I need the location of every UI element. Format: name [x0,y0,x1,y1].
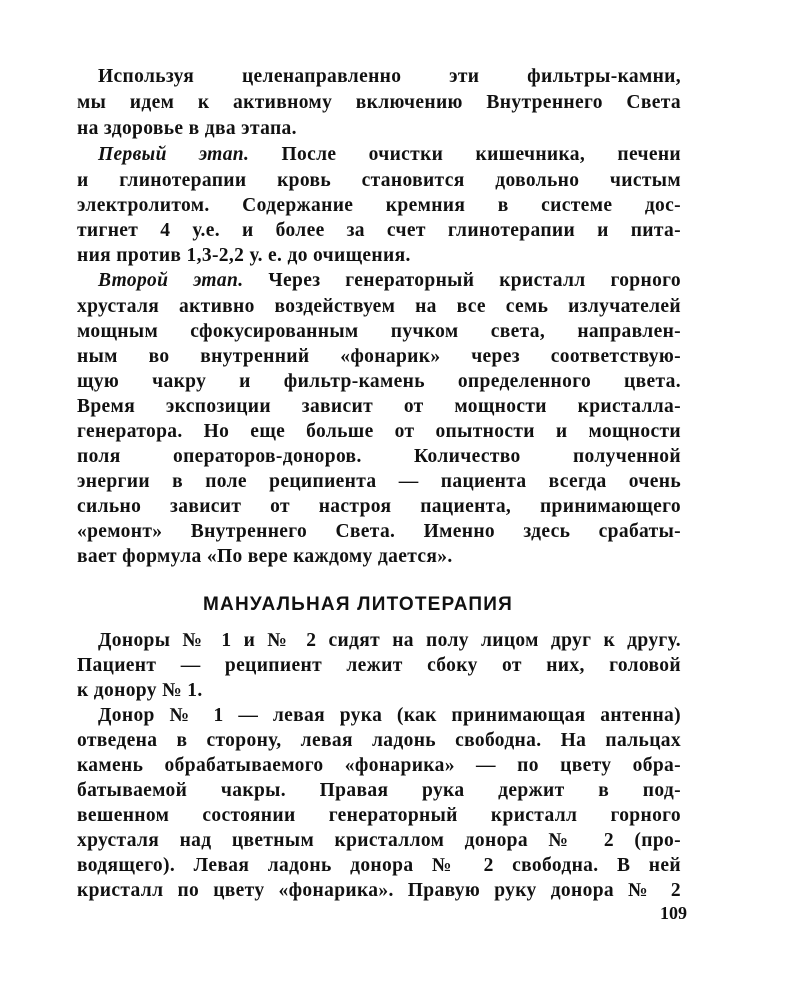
paragraph-line: к донору № 1. [77,680,203,701]
paragraph-line: «ремонт» Внутреннего Света. Именно здесь срабаты- [77,521,681,542]
section-heading: МАНУАЛЬНАЯ ЛИТОТЕРАПИЯ [203,594,513,615]
paragraph-line: мы идем к активному включению Внутреннего Света [77,92,681,113]
paragraph-line: хрусталя активно воздействуем на все семь излучателей [77,296,681,317]
paragraph-line: ния против 1,3-2,2 у. е. до очищения. [77,245,411,266]
paragraph-line: Доноры № 1 и № 2 сидят на полу лицом друг к другу. [98,630,681,651]
stage-label: Второй этап. [98,270,244,291]
paragraph-line: водящего). Левая ладонь донора № 2 свободна. В ней [77,855,681,876]
paragraph-line: ным во внутренний «фонарик» через соответствую- [77,346,681,367]
paragraph-line: Второй этап. Через генераторный кристалл горного [98,270,681,291]
paragraph-line: камень обрабатываемого «фонарика» — по цвету обра- [77,755,681,776]
paragraph-line: сильно зависит от настроя пациента, принимающего [77,496,681,517]
paragraph-line: Донор № 1 — левая рука (как принимающая антенна) [98,705,681,726]
paragraph-line: энергии в поле реципиента — пациента всегда очень [77,471,681,492]
paragraph-line: Время экспозиции зависит от мощности кристалла- [77,396,681,417]
paragraph-line: и глинотерапии кровь становится довольно чистым [77,170,681,191]
paragraph-line: вает формула «По вере каждому дается». [77,546,453,567]
paragraph-line: электролитом. Содержание кремния в системе дос- [77,195,681,216]
paragraph-line: хрусталя над цветным кристаллом донора № 2 (про- [77,830,681,851]
paragraph-line: отведена в сторону, левая ладонь свободна. На пальцах [77,730,681,751]
paragraph-line: поля операторов-доноров. Количество полученной [77,446,681,467]
stage-label: Первый этап. [98,144,250,165]
paragraph-line: щую чакру и фильтр-камень определенного цвета. [77,371,681,392]
paragraph-line: Пациент — реципиент лежит сбоку от них, головой [77,655,681,676]
paragraph-line: батываемой чакры. Правая рука держит в под- [77,780,681,801]
paragraph-line: мощным сфокусированным пучком света, направлен- [77,321,681,342]
paragraph-line: вешенном состоянии генераторный кристалл горного [77,805,681,826]
paragraph-line: кристалл по цвету «фонарика». Правую руку донора № 2 [77,880,681,901]
page-number: 109 [660,903,687,923]
paragraph-line: Первый этап. После очистки кишечника, печени [98,144,681,165]
paragraph-line: на здоровье в два этапа. [77,118,297,139]
paragraph-line: Используя целенаправленно эти фильтры-камни, [98,66,681,87]
paragraph-line: тигнет 4 у.е. и более за счет глинотерапии и пита- [77,220,681,241]
paragraph-line: генератора. Но еще больше от опытности и мощности [77,421,681,442]
